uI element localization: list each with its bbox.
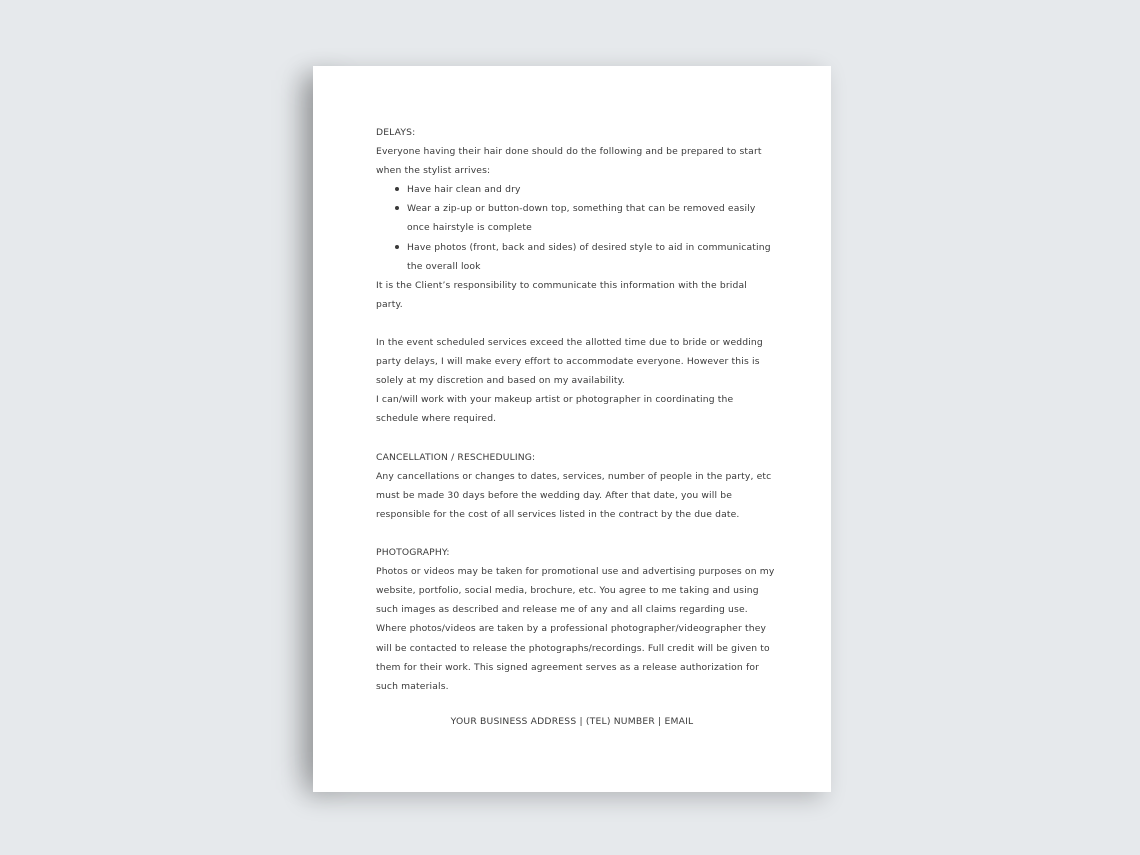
photography-heading: PHOTOGRAPHY: xyxy=(376,547,450,559)
cancellation-paragraph: Any cancellations or changes to dates, services, number of people in the party, etc must be made 30 days before the wedding day. After that date, you will be responsible for the cost of all services listed in the contract by the due date. xyxy=(376,470,772,520)
paragraph-gap xyxy=(376,524,776,543)
document-page xyxy=(313,66,831,792)
delays-intro: Everyone having their hair done should do the following and be prepared to start when the stylist arrives: xyxy=(376,146,762,177)
list-item: Have hair clean and dry xyxy=(407,180,776,199)
paragraph-gap xyxy=(376,429,776,448)
delays-list xyxy=(376,180,776,275)
footer-contact-line: YOUR BUSINESS ADDRESS | (TEL) NUMBER | EMAIL xyxy=(450,716,694,727)
photography-paragraph-1: Photos or videos may be taken for promotional use and advertising purposes on my website, portfolio, social media, brochure, etc. You agree to me taking and using such images as described and release me of any and all claims regarding use. xyxy=(376,566,775,616)
delays-responsibility: It is the Client’s responsibility to communicate this information with the bridal party. xyxy=(376,279,747,310)
delays-coordination-paragraph: I can/will work with your makeup artist or photographer in coordinating the schedule where required. xyxy=(376,394,734,425)
paragraph-gap xyxy=(376,314,776,333)
list-item: Wear a zip-up or button-down top, something that can be removed easily once hairstyle is complete xyxy=(407,199,776,237)
document-body xyxy=(376,123,776,696)
photography-paragraph-2: Where photos/videos are taken by a professional photographer/videographer they will be contacted to release the photographs/recordings. Full credit will be given to them for their work. This signed agreement serves as a release authorization for such materials. xyxy=(376,623,770,692)
list-item: Have photos (front, back and sides) of desired style to aid in communicating the overall look xyxy=(407,238,776,276)
delays-event-paragraph: In the event scheduled services exceed the allotted time due to bride or wedding party delays, I will make every effort to accommodate everyone. However this is solely at my discretion and based on my availability. xyxy=(376,337,763,387)
delays-heading: DELAYS: xyxy=(376,127,416,138)
cancellation-heading: CANCELLATION / RESCHEDULING: xyxy=(376,451,536,463)
